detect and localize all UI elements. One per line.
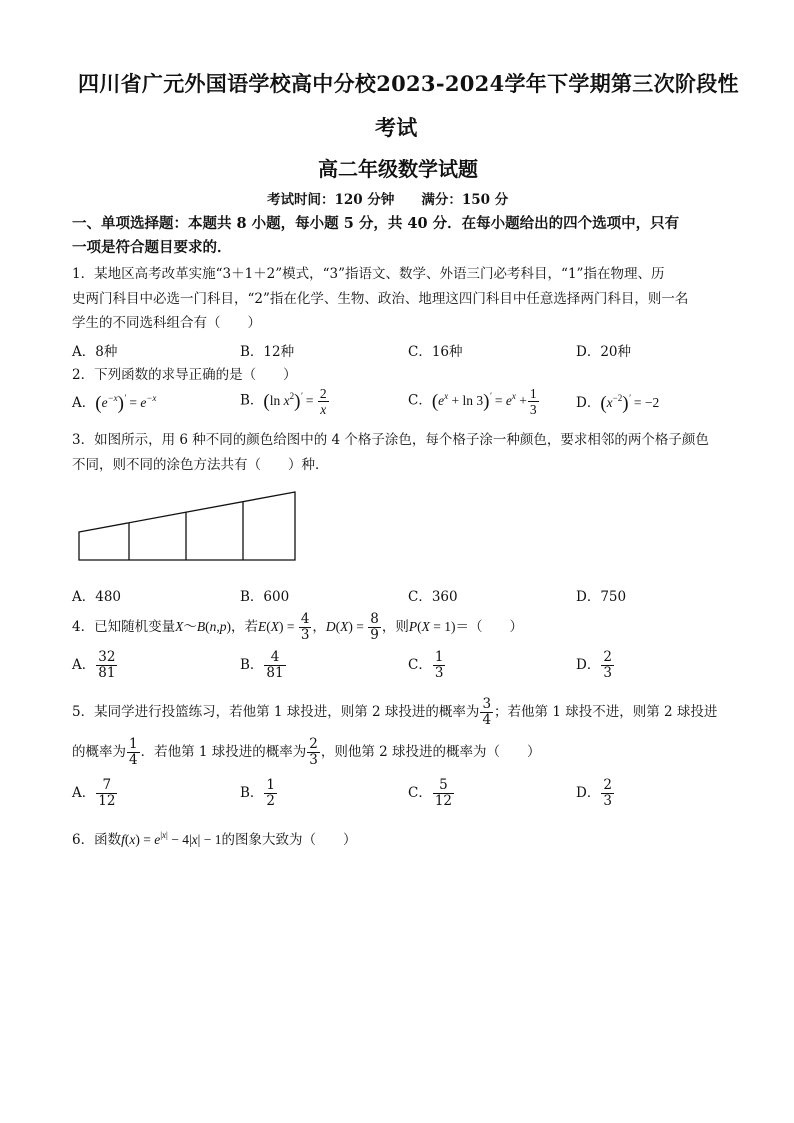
q3-stem-line1: 3．如图所示，用 6 种不同的颜色给图中的 4 个格子涂色，每个格子涂一种颜色，要求相邻的两个格子颜色 <box>72 432 709 448</box>
q4-label-c: C． <box>408 657 432 673</box>
q2-label-b: B． <box>240 392 264 409</box>
q1-option-c: C．16种 <box>408 344 463 360</box>
q4-label-a: A． <box>72 657 96 673</box>
q5-option-b <box>240 778 278 809</box>
q2-frac-c-den: 3 <box>529 402 537 417</box>
q4-option-a <box>72 650 118 681</box>
q5-option-b-num: 1 <box>266 777 276 793</box>
exam-info: 考试时间：120 分钟 满分：150 分 <box>267 192 509 208</box>
q5-option-c-den: 12 <box>434 793 453 809</box>
q3-grid-figure <box>70 485 310 567</box>
q5-f1-den: 4 <box>482 712 492 728</box>
q6-stem <box>72 823 357 852</box>
q4-dx-num: 8 <box>370 611 379 627</box>
q5-option-a-den: 12 <box>98 793 116 809</box>
q5-label-d: D． <box>576 785 601 801</box>
q5-option-d-num: 2 <box>603 777 612 793</box>
q4-dx-fraction <box>368 612 381 643</box>
q5-f3-den: 3 <box>309 752 318 768</box>
q5-f2-num: 1 <box>129 736 138 752</box>
q4-option-c <box>408 650 446 681</box>
q4-stem: 4．已知随机变量X～B(n,p)，若E(X) = $\frac{4}{3}$ ，D(X) = $\frac{8}{9}$ ，则P(X = 1)＝（ ） <box>72 611 523 643</box>
exam-title-line2: 考试 <box>375 115 418 140</box>
q5-part5: ，则他第 2 球投进的概率为（ ） <box>320 744 541 760</box>
q5-label-c: C． <box>408 785 432 801</box>
exam-title-line1: 四川省广元外国语学校高中分校2023-2024学年下学期第三次阶段性 <box>78 71 739 96</box>
q1-stem-line1: 1．某地区高考改革实施“3＋1＋2”模式，“3”指语文、数学、外语三门必考科目，“1”指在物理、历 <box>72 266 665 282</box>
section-heading-line2: 一项是符合题目要求的． <box>72 239 232 256</box>
q4-answer-blank: ＝（ ） <box>455 619 523 635</box>
q2-label-c: C． <box>408 392 432 409</box>
q5-option-c <box>408 778 455 809</box>
q4-probability: P(X = 1) <box>408 619 456 634</box>
q1-option-a: A．8种 <box>72 344 118 360</box>
q4-option-d <box>576 650 615 681</box>
q5-label-b: B． <box>240 785 264 801</box>
q1-option-d: D．20种 <box>576 344 632 360</box>
q2-formula-b: (ln $x^2)'$ = $\frac{2}{x}$ <box>263 386 327 417</box>
q4-option-b-num: 4 <box>264 650 285 666</box>
q4-distribution: X～B(n,p) <box>175 619 231 634</box>
q4-ex-num: 4 <box>300 611 310 627</box>
q5-f1-num: 3 <box>482 696 492 712</box>
q2-formula-a: $(e^{-x})' = e^{-x}$ <box>95 393 157 414</box>
q5-option-b-den: 2 <box>266 793 276 809</box>
q2-label-a: A． <box>72 395 96 411</box>
q5-option-d <box>576 778 615 809</box>
q5-part3: 的概率为 <box>72 744 126 760</box>
q5-option-a <box>72 778 118 809</box>
q5-part1: 5．某同学进行投篮练习，若他第 1 球投进，则第 2 球投进的概率为 <box>72 704 480 720</box>
exam-subtitle: 高二年级数学试题 <box>318 157 478 181</box>
q4-option-c-num: 1 <box>434 649 444 665</box>
q4-ex-den: 3 <box>300 627 310 643</box>
q2-frac-b-num: 2 <box>319 386 327 401</box>
q3-option-c: C．360 <box>408 589 458 605</box>
q4-stem-suffix: ，则 <box>381 619 409 635</box>
q5-label-a: A． <box>72 785 96 801</box>
q2-label-d: D． <box>576 395 601 411</box>
q3-figure-outline <box>79 492 295 560</box>
q4-option-d-den: 3 <box>603 665 612 681</box>
q5-stem-line2 <box>72 737 541 768</box>
q5-fraction-3 <box>307 737 320 768</box>
q5-f3-num: 2 <box>309 736 318 752</box>
q5-fraction-2 <box>127 737 140 768</box>
q3-option-d: D．750 <box>576 589 627 605</box>
q2-frac-b-den: x <box>320 402 327 417</box>
q4-option-a-num: 32 <box>98 649 116 665</box>
q5-stem-line1 <box>72 697 717 728</box>
q6-stem-prefix: 6．函数 <box>72 832 122 848</box>
section-heading-line1: 一、单项选择题：本题共 8 小题，每小题 5 分，共 40 分．在每小题给出的四个选项中，只有 <box>72 215 680 232</box>
q4-option-d-num: 2 <box>603 649 612 665</box>
q4-label-d: D． <box>576 657 601 673</box>
q3-option-a: A．480 <box>72 589 122 605</box>
q1-option-b: B．12种 <box>240 344 295 360</box>
q4-label-b: B． <box>240 657 264 673</box>
q4-option-b <box>240 650 287 681</box>
q5-part4: ．若他第 1 球投进的概率为 <box>140 744 307 760</box>
q6-function: $f(x) = e^{|x|} - 4|x| - 1$ <box>121 830 222 847</box>
q4-option-b-den: 81 <box>266 665 284 681</box>
q4-dx-den: 9 <box>370 627 379 643</box>
q2-formula-d: $(x^{-2})' = -2$ <box>600 393 660 414</box>
q1-stem-line3: 学生的不同选科组合有（ ） <box>72 315 261 331</box>
q5-f2-den: 4 <box>129 752 138 768</box>
q2-stem: 2．下列函数的求导正确的是（ ） <box>72 367 297 383</box>
q4-option-a-den: 81 <box>98 665 116 681</box>
q2-option-a <box>72 391 156 415</box>
q5-fraction-1 <box>480 697 493 728</box>
q4-option-c-den: 3 <box>434 665 444 681</box>
q5-option-d-den: 3 <box>603 793 612 809</box>
q3-option-b: B．600 <box>240 589 290 605</box>
q2-option-d <box>576 391 659 415</box>
q4-ex-fraction <box>299 612 312 643</box>
q6-stem-suffix: 的图象大致为（ ） <box>221 832 357 848</box>
q1-stem-line2: 史两门科目中必选一门科目，“2”指在化学、生物、政治、地理这四门科目中任意选择两门科目，则一名 <box>72 291 689 307</box>
q4-variance: D(X) = <box>325 619 368 634</box>
q2-option-b <box>240 386 330 417</box>
q3-stem-line2: 不同，则不同的涂色方法共有（ ）种． <box>72 457 329 473</box>
q2-frac-c-num: 1 <box>529 386 537 401</box>
q4-expectation: E(X) = <box>257 619 298 634</box>
q4-stem-prefix: 4．已知随机变量 <box>72 619 176 635</box>
q2-formula-c: $(e^x + \ln 3)' = e^x$ + $\frac{1}{3}$ <box>431 386 537 417</box>
q5-part2: ；若他第 1 球投不进，则第 2 球投进 <box>494 704 718 720</box>
q5-option-c-num: 5 <box>433 778 454 794</box>
q5-option-a-num: 7 <box>96 778 117 794</box>
q2-option-c <box>408 386 540 417</box>
